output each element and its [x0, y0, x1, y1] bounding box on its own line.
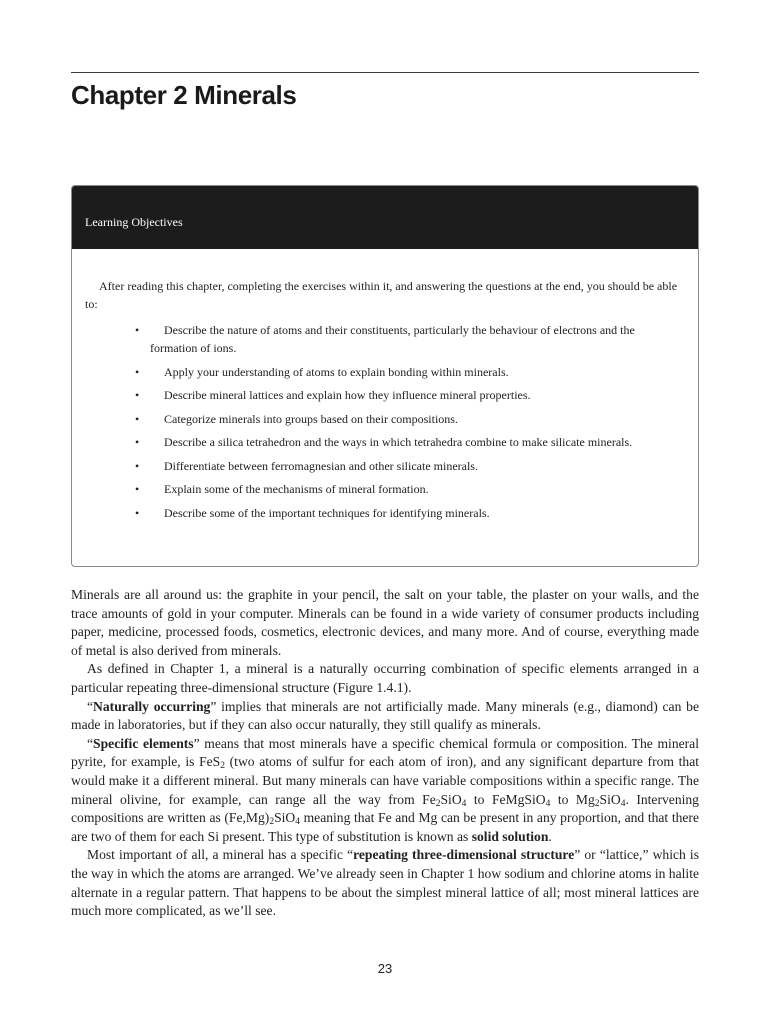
paragraph-text: . Intervening compositions are written as (Fe,Mg) [71, 791, 699, 826]
objective-item [135, 386, 678, 404]
page-number: 23 [377, 961, 393, 976]
objective-item [135, 457, 678, 475]
paragraph-text: to Mg [550, 791, 595, 807]
paragraph-naturally-occurring [71, 698, 699, 735]
subscript: 2 [435, 798, 441, 809]
bullet-icon: • [135, 458, 140, 473]
subscript: 4 [620, 798, 626, 809]
term-repeating-structure: repeating three-dimensional structure [353, 847, 575, 863]
paragraph-specific-elements [71, 735, 699, 847]
objective-text: Categorize minerals into groups based on their compositions. [164, 411, 458, 426]
objective-text: Differentiate between ferromagnesian and other silicate minerals. [164, 458, 478, 473]
objective-text: Explain some of the mechanisms of mineral formation. [164, 482, 429, 496]
objective-text: Describe some of the important techniques for identifying minerals. [164, 505, 490, 520]
paragraph-intro: Minerals are all around us: the graphite in your pencil, the salt on your table, the plaster on your walls, and the trace amounts of gold in your computer. Minerals can be found in a wide variety of consumer products including paper, medicine, processed foods, cosmetics, electronic devices, and many more. And of course, everything made of metal is also derived from minerals. [71, 587, 699, 658]
objective-item [135, 410, 678, 428]
term-specific-elements: Specific elements [93, 735, 194, 751]
chapter-title: Chapter 2 Minerals [71, 80, 297, 110]
paragraph-structure [71, 846, 699, 920]
subscript: 2 [220, 761, 225, 772]
paragraph-text: SiO [440, 791, 462, 807]
bullet-icon: • [135, 435, 140, 449]
quote-mark: “ [87, 698, 94, 714]
paragraph-text: ” means that most minerals have a specific chemical formula or composition. The mineral pyrite, for example, is FeS [71, 735, 699, 770]
objective-item [135, 480, 678, 498]
bullet-icon: • [135, 482, 140, 496]
body-text [71, 586, 699, 921]
objective-text: Describe a silica tetrahedron and the ways in which tetrahedra combine to make silicate minerals. [164, 435, 633, 449]
subscript: 4 [545, 798, 551, 809]
bullet-icon: • [135, 388, 140, 402]
learning-objectives-intro: After reading this chapter, completing the exercises within it, and answering the questions at the end, you should be able to: [85, 279, 678, 311]
learning-objectives-list [85, 321, 678, 522]
learning-objectives-box [71, 185, 699, 567]
objective-item [135, 363, 678, 381]
subscript: 2 [269, 817, 275, 828]
paragraph-text: meaning that Fe and Mg can be present in any proportion, and that there are two of them for each Si present. This type of substitution is known as [71, 810, 699, 844]
objective-text: Apply your understanding of atoms to explain bonding within minerals. [164, 364, 509, 379]
bullet-icon: • [135, 323, 140, 337]
term-solid-solution: solid solution [471, 828, 549, 844]
bullet-icon: • [135, 411, 140, 426]
learning-objectives-header: Learning Objectives [72, 186, 698, 249]
paragraph-text: SiO [599, 791, 621, 807]
objective-text: Describe mineral lattices and explain how they influence mineral properties. [164, 388, 531, 402]
paragraph-text: to FeMgSiO [466, 791, 546, 807]
objective-item [135, 504, 678, 522]
bullet-icon: • [135, 505, 140, 520]
subscript: 4 [461, 798, 467, 809]
term-naturally-occurring: Naturally occurring [93, 698, 211, 714]
objective-item [135, 433, 678, 451]
quote-mark: “ [87, 735, 94, 751]
subscript: 2 [594, 798, 600, 809]
paragraph-text: . [548, 828, 552, 844]
paragraph-text: Most important of all, a mineral has a specific “ [87, 847, 354, 863]
subscript: 4 [295, 817, 300, 828]
objective-item [135, 321, 678, 357]
objective-text: Describe the nature of atoms and their constituents, particularly the behaviour of electrons and the formation of ions. [150, 323, 635, 355]
bullet-icon: • [135, 364, 140, 379]
learning-objectives-body [72, 249, 698, 522]
paragraph-text: ” implies that minerals are not artificially made. Many minerals (e.g., diamond) can be made in laboratories, but if they can also occur naturally, they still qualify as minerals. [71, 698, 700, 733]
paragraph-text: SiO [274, 810, 296, 826]
paragraph-definition: As defined in Chapter 1, a mineral is a naturally occurring combination of specific elements arranged in a particular repeating three-dimensional structure (Figure 1.4.1). [71, 661, 699, 695]
paragraph-text: ” or “lattice,” which is the way in which the atoms are arranged. We’ve already seen in Chapter 1 how sodium and chlorine atoms in halite alternate in a regular pattern. That happens to be about the simplest mineral lattice of all; most mineral lattices are much more complicated, as we’ll see. [71, 847, 699, 919]
paragraph-text: (two atoms of sulfur for each atom of iron), and any significant departure from that would make it a different mineral. But many minerals can have variable compositions within a specific range. The mineral olivine, for example, can range all the way from Fe [71, 754, 700, 807]
top-rule [71, 72, 699, 73]
